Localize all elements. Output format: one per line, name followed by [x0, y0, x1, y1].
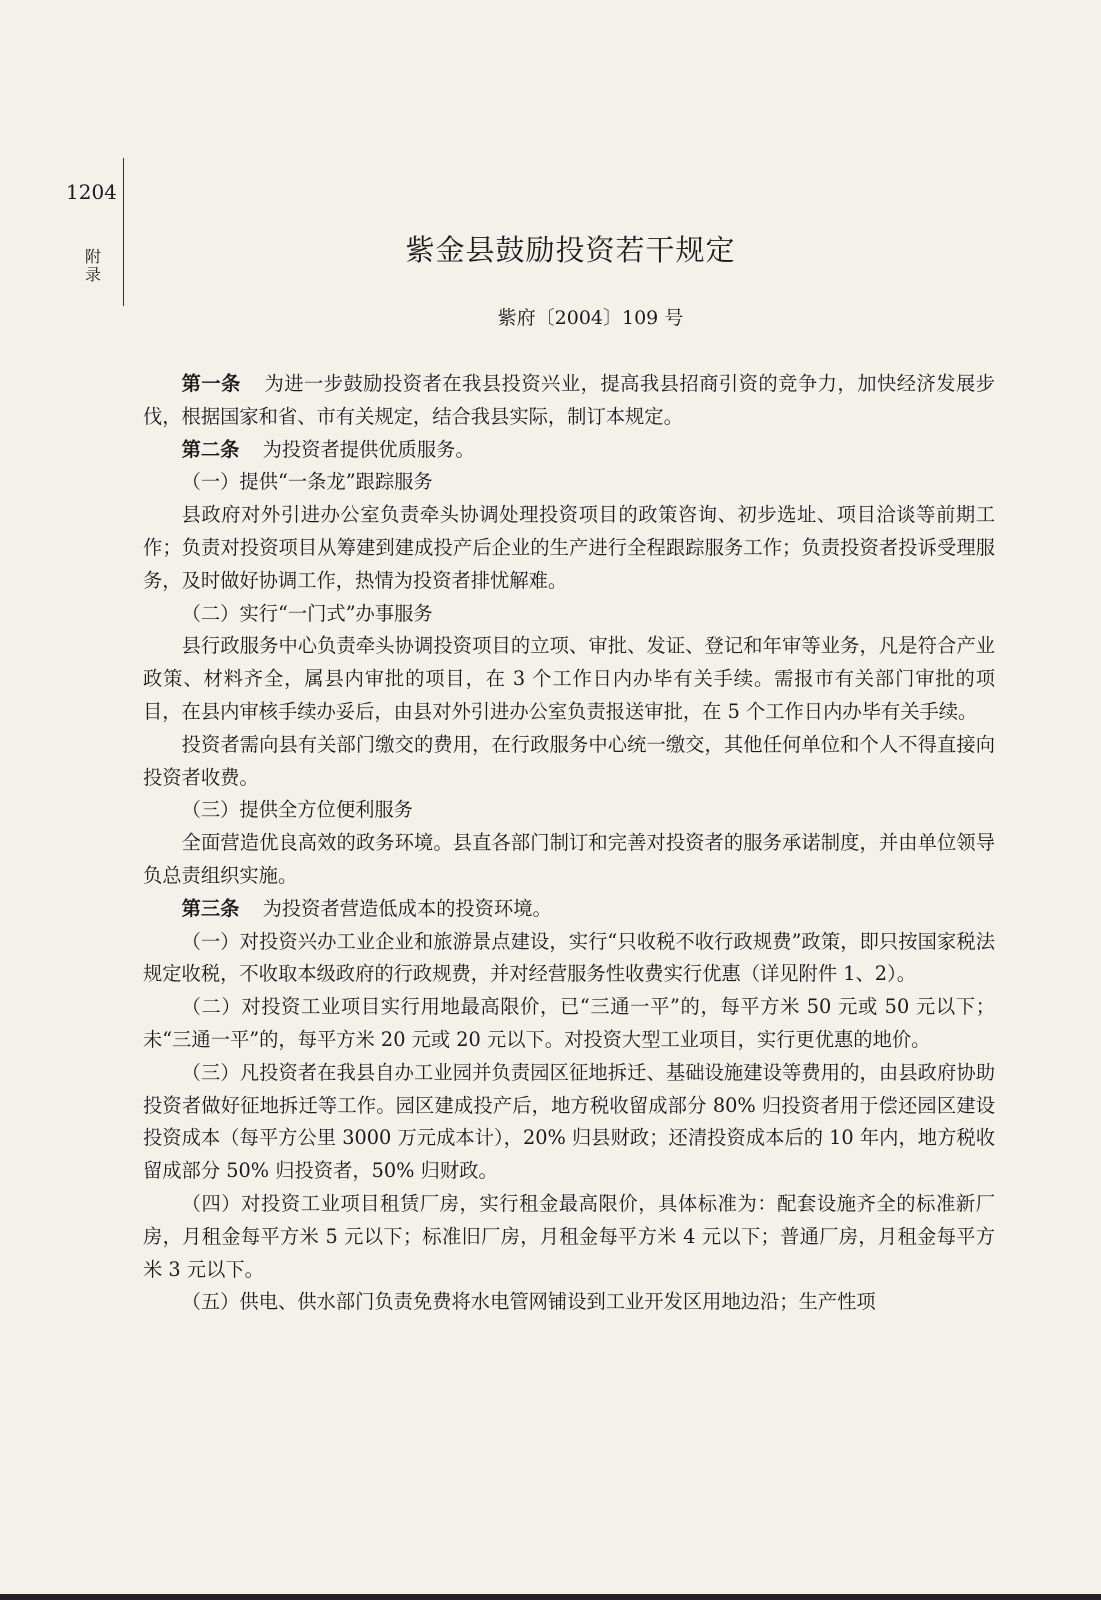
paragraph-text: （二）实行“一门式”办事服务	[181, 601, 433, 625]
paragraph-text: （五）供电、供水部门负责免费将水电管网铺设到工业开发区用地边沿；生产性项	[181, 1290, 876, 1314]
paragraph	[143, 794, 995, 827]
paragraph-text: 投资者需向县有关部门缴交的费用，在行政服务中心统一缴交，其他任何单位和个人不得直接向投资者收费。	[143, 732, 995, 789]
page-number: 1204	[66, 180, 117, 204]
paragraph	[143, 1057, 995, 1188]
paragraph	[143, 499, 995, 597]
paragraph-text: （四）对投资工业项目租赁厂房，实行租金最高限价，具体标准为：配套设施齐全的标准新厂房，月租金每平方米 5 元以下；标准旧厂房，月租金每平方米 4 元以下；普通厂房，月租金每平方米 3 元以下。	[143, 1191, 995, 1281]
paragraph-text: （一）对投资兴办工业企业和旅游景点建设，实行“只收税不收行政规费”政策，即只按国家税法规定收税，不收取本级政府的行政规费，并对经营服务性收费实行优惠（详见附件 1、2）。	[143, 929, 995, 986]
article-heading: 第二条	[181, 437, 240, 461]
paragraph-text: 为进一步鼓励投资者在我县投资兴业，提高我县招商引资的竞争力，加快经济发展步伐，根据国家和省、市有关规定，结合我县实际，制订本规定。	[143, 372, 996, 428]
paragraph-text: 为投资者营造低成本的投资环境。	[262, 896, 552, 920]
paragraph	[143, 630, 995, 728]
article-heading: 第一条	[181, 372, 241, 395]
paragraph	[143, 1286, 995, 1319]
paragraph	[143, 466, 995, 499]
paragraph-text: （三）提供全方位便利服务	[181, 798, 413, 822]
paragraph-text: 县政府对外引进办公室负责牵头协调处理投资项目的政策咨询、初步选址、项目洽谈等前期工作；负责对投资项目从筹建到建成投产后企业的生产进行全程跟踪服务工作；负责投资者投诉受理服务，及时做好协调工作，热情为投资者排忧解难。	[143, 503, 995, 592]
bottom-edge	[0, 1594, 1101, 1600]
paragraph-text: （一）提供“一条龙”跟踪服务	[181, 470, 433, 494]
paragraph	[143, 598, 995, 631]
paragraph-text: 县行政服务中心负责牵头协调投资项目的立项、审批、发证、登记和年审等业务，凡是符合产业政策、材料齐全，属县内审批的项目，在 3 个工作日内办毕有关手续。需报市有关部门审批的项目，在县内审核手续办妥后，由县对外引进办公室负责报送审批，在 5 个工作日内办毕有关手续。	[143, 634, 995, 723]
paragraph-text: （二）对投资工业项目实行用地最高限价，已“三通一平”的，每平方米 50 元或 50 元以下；未“三通一平”的，每平方米 20 元或 20 元以下。对投资大型工业项目，实行更优惠的地价。	[143, 995, 995, 1051]
paragraph-text: （三）凡投资者在我县自办工业园并负责园区征地拆迁、基础设施建设等费用的，由县政府协助投资者做好征地拆迁等工作。园区建成投产后，地方税收留成部分 80% 归投资者用于偿还园区建设投资成本（每平方公里 3000 万元成本计），20% 归县财政；还清投资成本后的 10 年内，地方税收留成部分 50% 归投资者，50% 归财政。	[143, 1060, 995, 1183]
paragraph-text: 为投资者提供优质服务。	[262, 437, 475, 461]
paragraph	[143, 991, 995, 1057]
document-body	[143, 368, 995, 1319]
document-number: 紫府〔2004〕109 号	[497, 307, 684, 329]
paragraph	[143, 1188, 995, 1286]
paragraph	[143, 434, 995, 467]
paragraph	[143, 729, 995, 795]
paragraph	[143, 827, 995, 893]
side-label: 附录	[84, 247, 101, 284]
paragraph	[143, 926, 995, 992]
document-title: 紫金县鼓励投资若干规定	[405, 233, 736, 267]
paragraph	[143, 893, 995, 926]
paragraph	[143, 368, 995, 434]
paragraph-text: 全面营造优良高效的政务环境。县直各部门制订和完善对投资者的服务承诺制度，并由单位领导负总责组织实施。	[143, 831, 995, 887]
article-heading: 第三条	[181, 896, 240, 920]
